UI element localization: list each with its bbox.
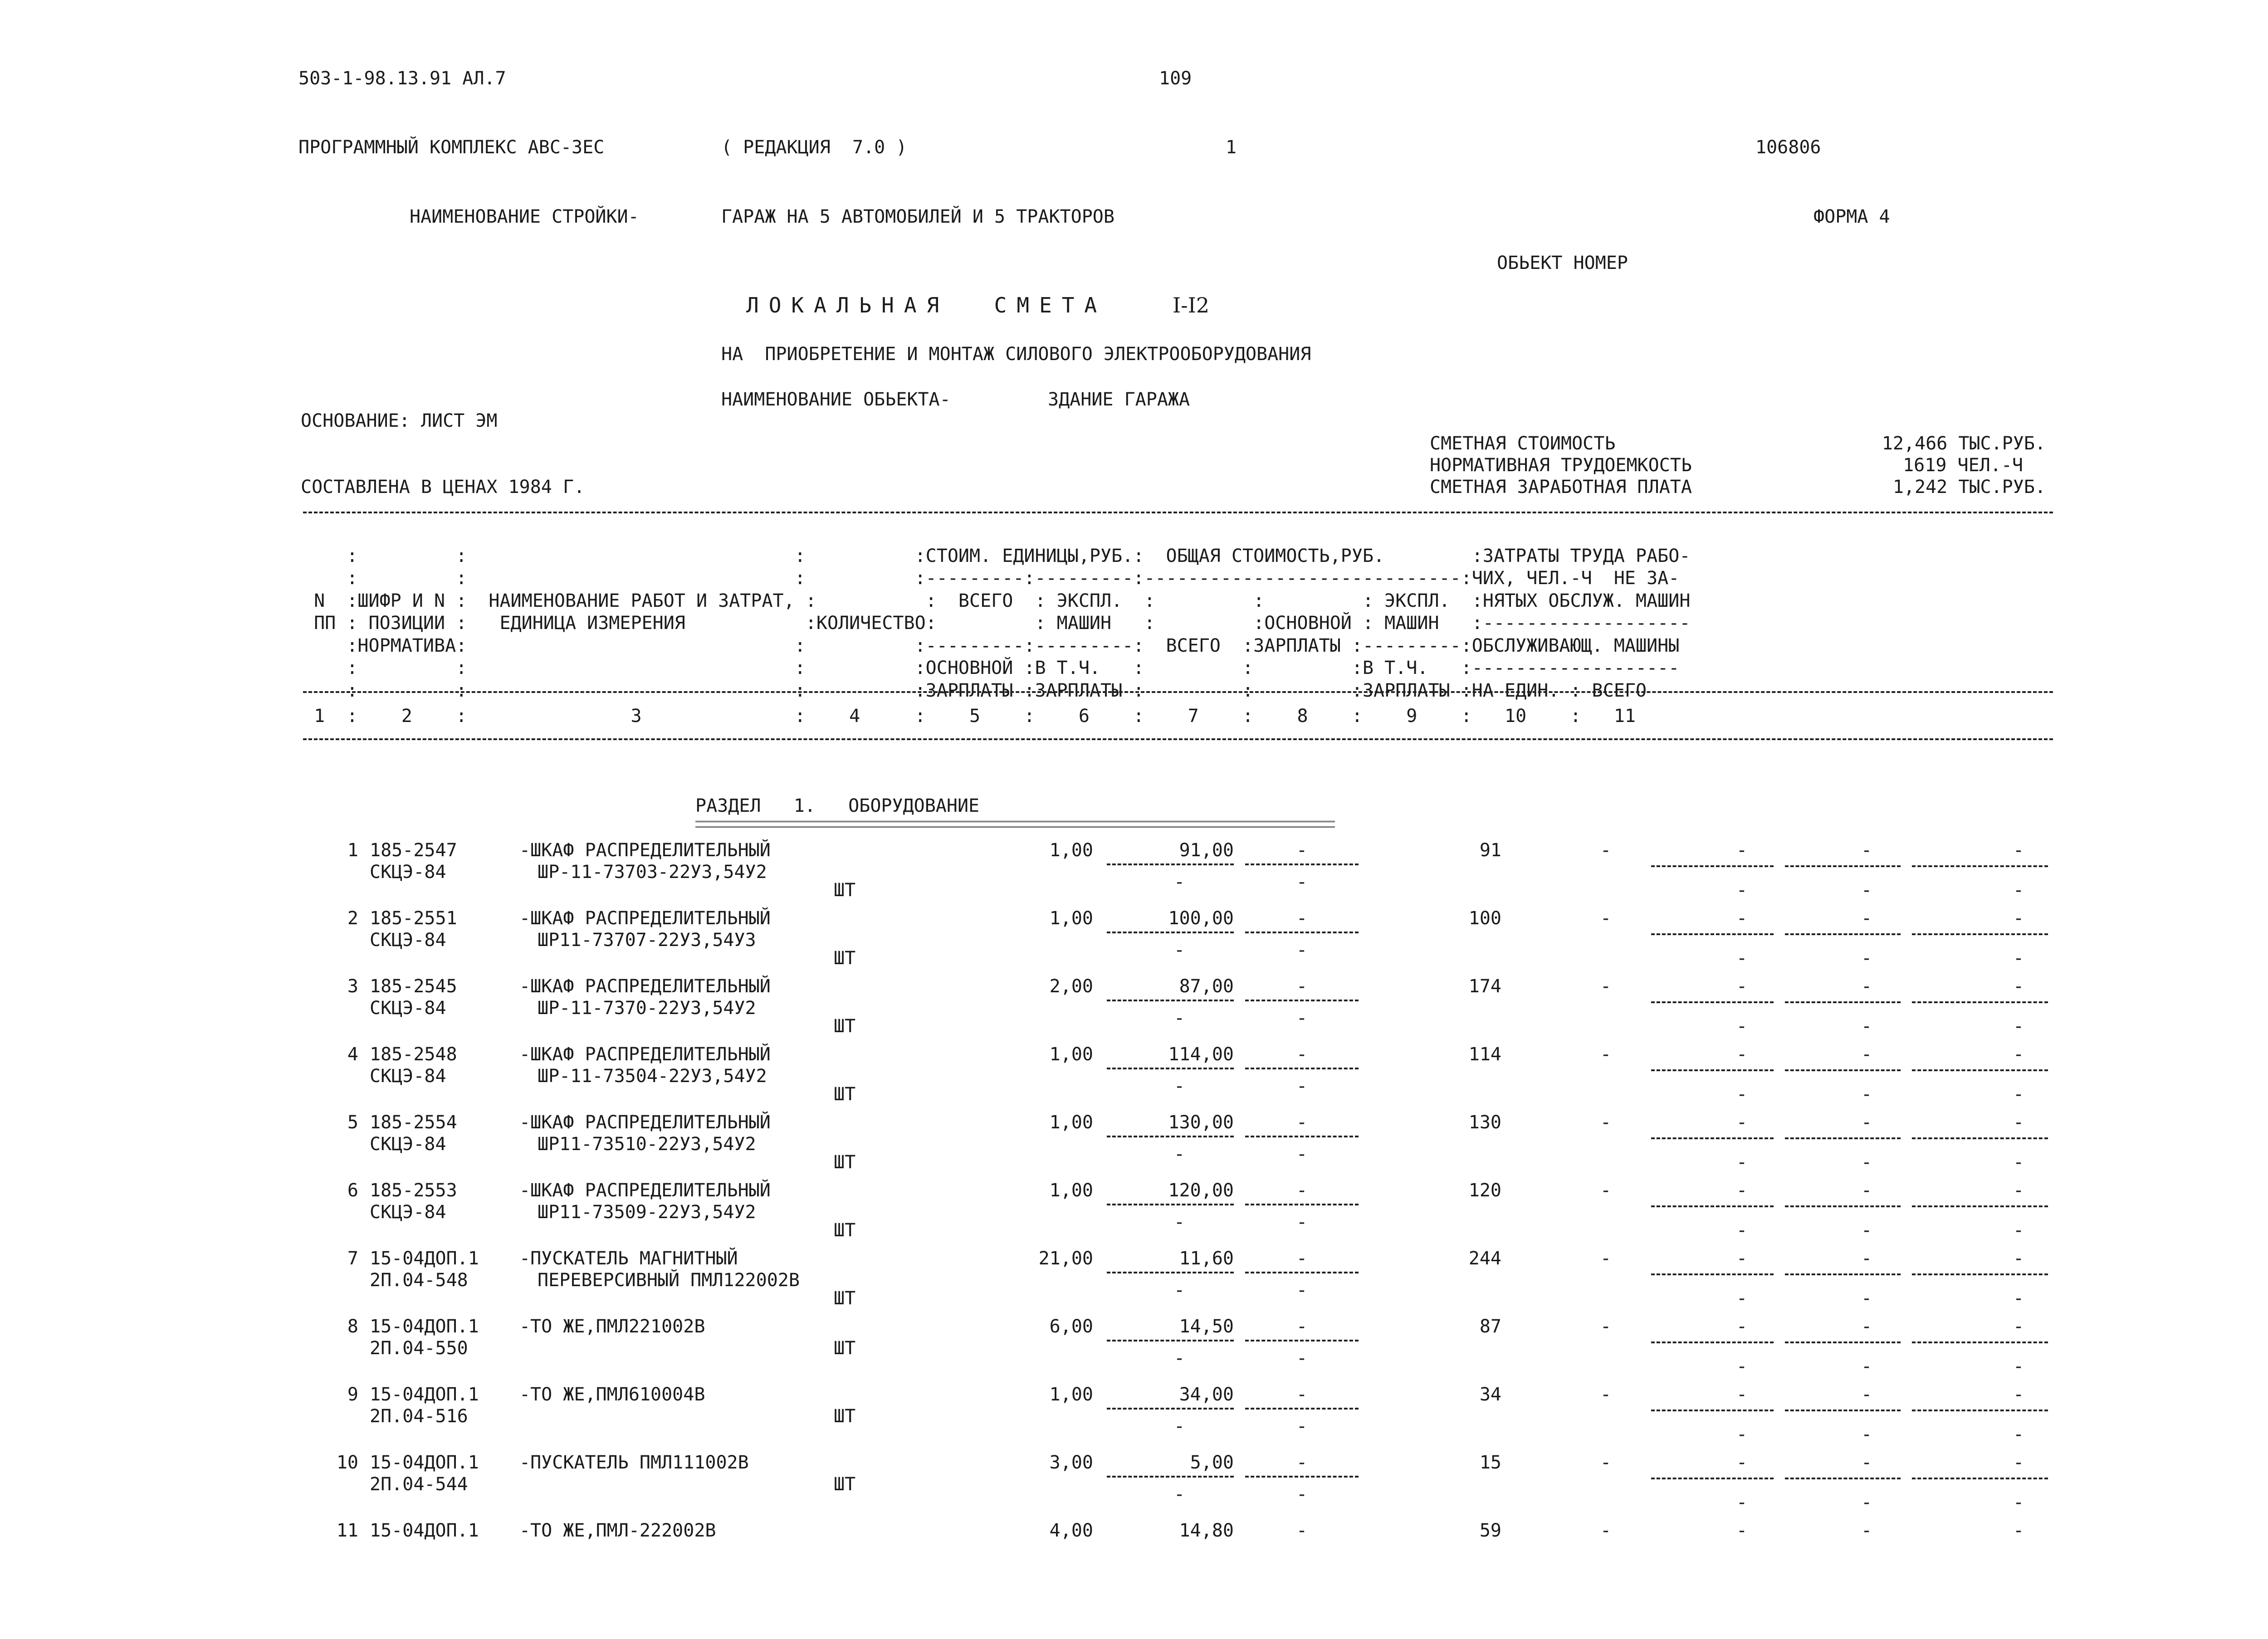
item-name: -ТО ЖЕ,ПМЛ221002В [519,1316,705,1337]
labor-per-unit: - [1861,1384,1872,1405]
service-total: - [2013,880,2024,901]
header-top-rule [303,512,2053,513]
service-per-unit: - [1861,1424,1872,1445]
machine-total: - [1736,840,1748,861]
norm-code: 15-04ДОП.1 [370,1316,479,1337]
subtotal-rule [1651,933,1774,935]
subtotal-rule [1107,1408,1234,1410]
total-cost: 174 [1468,976,1501,997]
service-per-unit: - [1861,1492,1872,1513]
quantity: 1,00 [1049,908,1093,929]
price-wages: - [1173,1348,1185,1369]
unit-price: 14,80 [1179,1520,1234,1541]
labor-total: - [2013,1044,2024,1065]
total-cost: 34 [1479,1384,1501,1405]
unit-price: 91,00 [1179,840,1234,861]
quantity: 3,00 [1049,1452,1093,1473]
unit-price: 11,60 [1179,1248,1234,1269]
unit-price: 34,00 [1179,1384,1234,1405]
item-spec: ШР11-73509-22У3,54У2 [538,1202,756,1223]
quantity: 1,00 [1049,1044,1093,1065]
unit-of-measure: ШТ [834,1220,856,1241]
machine-cost: - [1296,1316,1308,1337]
subtotal-rule [1785,933,1901,935]
norm-code: 185-2554 [370,1112,457,1133]
machine-cost: - [1296,1112,1308,1133]
row-number: 2 [347,908,358,929]
quantity: 1,00 [1049,1384,1093,1405]
section-heading: РАЗДЕЛ 1. ОБОРУДОВАНИЕ [695,795,980,816]
item-name: -ШКАФ РАСПРЕДЕЛИТЕЛЬНЫЙ [519,840,771,861]
row-number: 7 [347,1248,358,1269]
machine-wages-total: - [1736,1220,1748,1241]
header-line: : : : :---------:---------:-----------------------------:ЧИХ, ЧЕЛ.-Ч НЕ ЗА- [303,568,1680,589]
object-label: НАИМЕНОВАНИЕ ОБЬЕКТА- [721,389,951,410]
machine-wages-total: - [1736,1424,1748,1445]
row-number: 5 [347,1112,358,1133]
subtotal-rule [1785,865,1901,867]
header-line: :НОРМАТИВА: : :---------:---------: ВСЕГО :ЗАРПЛАТЫ :---------:ОБСЛУЖИВАЮЩ. МАШИНЫ [303,635,1680,656]
price-wages: - [1173,940,1185,961]
header-mid-rule [303,691,2053,693]
subtotal-rule [1245,932,1359,933]
item-name: -ТО ЖЕ,ПМЛ610004В [519,1384,705,1405]
service-per-unit: - [1861,1356,1872,1377]
item-spec: ШР11-73707-22У3,54У3 [538,930,756,951]
price-wages: - [1173,1280,1185,1301]
labor-total: - [2013,1112,2024,1133]
norm-code: 15-04ДОП.1 [370,1520,479,1541]
total-cost: 15 [1479,1452,1501,1473]
item-name: -ШКАФ РАСПРЕДЕЛИТЕЛЬНЫЙ [519,908,771,929]
subtotal-rule [1245,1272,1359,1273]
subtotal-rule [1245,1476,1359,1478]
header-line: : : : :ОСНОВНОЙ :В Т.Ч. : : :В Т.Ч. :------------------- [303,658,1680,678]
section-underline [695,826,1335,828]
summary-value-wages: 1,242 ТЫС.РУБ. [1892,477,2046,498]
subtotal-rule [1651,1137,1774,1139]
norm-reference: СКЦЭ-84 [370,1202,446,1223]
machine-wages-total: - [1736,1288,1748,1309]
norm-code: 185-2548 [370,1044,457,1065]
price-wages: - [1173,1076,1185,1097]
unit-of-measure: ШТ [834,880,856,901]
norm-reference: СКЦЭ-84 [370,998,446,1019]
service-per-unit: - [1861,1084,1872,1105]
row-number: 8 [347,1316,358,1337]
norm-reference: 2П.04-548 [370,1270,468,1291]
unit-price: 5,00 [1190,1452,1234,1473]
item-spec: ШР11-73510-22У3,54У2 [538,1134,756,1155]
machine-total: - [1736,1384,1748,1405]
total-cost: 100 [1468,908,1501,929]
subtotal-rule [1651,865,1774,867]
labor-total: - [2013,840,2024,861]
service-total: - [2013,1084,2024,1105]
unit-price: 120,00 [1168,1180,1234,1201]
machine-cost: - [1296,1384,1308,1405]
subtotal-rule [1912,1410,2048,1411]
item-name: -ТО ЖЕ,ПМЛ-222002В [519,1520,716,1541]
page-number: 109 [1159,68,1192,89]
norm-reference: 2П.04-544 [370,1474,468,1495]
program-name: ПРОГРАММНЫЙ КОМПЛЕКС АВС-3ЕС [298,137,605,158]
summary-value-cost: 12,466 ТЫС.РУБ. [1882,433,2046,454]
labor-per-unit: - [1861,1112,1872,1133]
base-wages: - [1600,976,1612,997]
labor-per-unit: - [1861,1520,1872,1541]
machine-total: - [1736,1520,1748,1541]
price-wages: - [1173,1212,1185,1233]
norm-code: 185-2547 [370,840,457,861]
subtotal-rule [1245,1136,1359,1137]
summary-label-wages: СМЕТНАЯ ЗАРАБОТНАЯ ПЛАТА [1430,477,1692,498]
row-number: 11 [336,1520,358,1541]
header-line: ПП : ПОЗИЦИИ : ЕДИНИЦА ИЗМЕРЕНИЯ :КОЛИЧЕСТВО: : МАШИН : :ОСНОВНОЙ : МАШИН :------------------- [303,613,1691,634]
machine-total: - [1736,1248,1748,1269]
norm-code: 15-04ДОП.1 [370,1452,479,1473]
row-number: 10 [336,1452,358,1473]
total-cost: 244 [1468,1248,1501,1269]
unit-of-measure: ШТ [834,1084,856,1105]
base-wages: - [1600,1520,1612,1541]
unit-of-measure: ШТ [834,1288,856,1309]
basis-line: ОСНОВАНИЕ: ЛИСТ ЭМ [301,410,498,431]
subtotal-rule [1107,1204,1234,1205]
subtotal-rule [1245,863,1359,865]
row-number: 4 [347,1044,358,1065]
quantity: 6,00 [1049,1316,1093,1337]
labor-total: - [2013,1180,2024,1201]
subtotal-rule [1912,1273,2048,1275]
labor-per-unit: - [1861,1044,1872,1065]
subtotal-rule [1785,1273,1901,1275]
norm-reference: СКЦЭ-84 [370,1134,446,1155]
document-title: ЛОКАЛЬНАЯ СМЕТА [746,293,1107,317]
total-cost: 91 [1479,840,1501,861]
subtotal-rule [1245,1204,1359,1205]
subtotal-rule [1651,1341,1774,1343]
price-wages: - [1173,1484,1185,1505]
machine-wages: - [1296,1416,1308,1437]
item-name: -ШКАФ РАСПРЕДЕЛИТЕЛЬНЫЙ [519,976,771,997]
subtotal-rule [1245,1408,1359,1410]
labor-per-unit: - [1861,1452,1872,1473]
machine-total: - [1736,1180,1748,1201]
service-total: - [2013,1152,2024,1173]
table-header [303,522,1690,702]
subtotal-rule [1651,1478,1774,1479]
document-code: 106806 [1755,137,1821,158]
service-per-unit: - [1861,948,1872,969]
subtotal-rule [1785,1341,1901,1343]
subtotal-rule [1785,1137,1901,1139]
quantity: 2,00 [1049,976,1093,997]
machine-wages-total: - [1736,1152,1748,1173]
subtotal-rule [1651,1001,1774,1003]
header-line: N :ШИФР И N : НАИМЕНОВАНИЕ РАБОТ И ЗАТРАТ, : : ВСЕГО : ЭКСПЛ. : : : ЭКСПЛ. :НЯТЫХ ОБСЛУЖ. МАШИН [303,590,1691,611]
total-cost: 120 [1468,1180,1501,1201]
subtotal-rule [1245,1068,1359,1069]
machine-cost: - [1296,1248,1308,1269]
site-name: ГАРАЖ НА 5 АВТОМОБИЛЕЙ И 5 ТРАКТОРОВ [721,206,1114,227]
total-cost: 59 [1479,1520,1501,1541]
subtotal-rule [1107,1272,1234,1273]
machine-wages: - [1296,1076,1308,1097]
labor-total: - [2013,1384,2024,1405]
unit-price: 100,00 [1168,908,1234,929]
item-spec: ШР-11-73703-22У3,54У2 [538,862,767,883]
total-cost: 114 [1468,1044,1501,1065]
subtotal-rule [1651,1410,1774,1411]
machine-wages: - [1296,1348,1308,1369]
machine-wages: - [1296,1212,1308,1233]
machine-cost: - [1296,1520,1308,1541]
estimate-subject: НА ПРИОБРЕТЕНИЕ И МОНТАЖ СИЛОВОГО ЭЛЕКТРООБОРУДОВАНИЯ [721,344,1311,365]
subtotal-rule [1651,1205,1774,1207]
subtotal-rule [1651,1273,1774,1275]
subtotal-rule [1912,865,2048,867]
unit-price: 114,00 [1168,1044,1234,1065]
subtotal-rule [1912,1137,2048,1139]
base-wages: - [1600,1112,1612,1133]
machine-cost: - [1296,1452,1308,1473]
site-label: НАИМЕНОВАНИЕ СТРОЙКИ- [410,206,639,227]
machine-total: - [1736,1044,1748,1065]
labor-per-unit: - [1861,1248,1872,1269]
column-numbers: 1 : 2 : 3 : 4 : 5 : 6 : 7 : 8 : 9 : 10 : 11 [303,706,1636,727]
norm-code: 15-04ДОП.1 [370,1248,479,1269]
subtotal-rule [1912,1341,2048,1343]
total-cost: 130 [1468,1112,1501,1133]
unit-of-measure: ШТ [834,948,856,969]
subtotal-rule [1107,1340,1234,1341]
row-number: 3 [347,976,358,997]
quantity: 1,00 [1049,840,1093,861]
machine-total: - [1736,1452,1748,1473]
subtotal-rule [1107,932,1234,933]
machine-wages-total: - [1736,1016,1748,1037]
header-line: : : : :СТОИМ. ЕДИНИЦЫ,РУБ.: ОБЩАЯ СТОИМОСТЬ,РУБ. :ЗАТРАТЫ ТРУДА РАБО- [303,545,1691,566]
service-total: - [2013,948,2024,969]
unit-of-measure: ШТ [834,1406,856,1427]
price-wages: - [1173,872,1185,893]
item-spec: ШР-11-73504-22У3,54У2 [538,1066,767,1087]
program-edition: ( РЕДАКЦИЯ 7.0 ) [721,137,907,158]
price-wages: - [1173,1416,1185,1437]
machine-cost: - [1296,976,1308,997]
labor-total: - [2013,908,2024,929]
subtotal-rule [1912,1069,2048,1071]
base-wages: - [1600,840,1612,861]
subtotal-rule [1651,1069,1774,1071]
machine-wages-total: - [1736,1084,1748,1105]
base-wages: - [1600,1452,1612,1473]
quantity: 4,00 [1049,1520,1093,1541]
subtotal-rule [1245,1340,1359,1341]
norm-code: 185-2551 [370,908,457,929]
labor-total: - [2013,976,2024,997]
section-underline [695,821,1335,822]
subtotal-rule [1107,1136,1234,1137]
machine-wages-total: - [1736,880,1748,901]
machine-wages: - [1296,1484,1308,1505]
service-total: - [2013,1288,2024,1309]
subtotal-rule [1785,1478,1901,1479]
subtotal-rule [1912,1205,2048,1207]
machine-wages: - [1296,940,1308,961]
unit-of-measure: ШТ [834,1338,856,1359]
unit-of-measure: ШТ [834,1474,856,1495]
item-name: -ПУСКАТЕЛЬ МАГНИТНЫЙ [519,1248,738,1269]
labor-per-unit: - [1861,1180,1872,1201]
item-name: -ПУСКАТЕЛЬ ПМЛ111002В [519,1452,749,1473]
machine-wages: - [1296,1144,1308,1165]
item-name: -ШКАФ РАСПРЕДЕЛИТЕЛЬНЫЙ [519,1180,771,1201]
service-total: - [2013,1356,2024,1377]
machine-wages: - [1296,1280,1308,1301]
machine-wages-total: - [1736,1492,1748,1513]
service-total: - [2013,1016,2024,1037]
unit-price: 87,00 [1179,976,1234,997]
norm-reference: 2П.04-550 [370,1338,468,1359]
total-cost: 87 [1479,1316,1501,1337]
subtotal-rule [1785,1410,1901,1411]
service-per-unit: - [1861,1288,1872,1309]
service-per-unit: - [1861,880,1872,901]
subtotal-rule [1912,1001,2048,1003]
subtotal-rule [1107,1068,1234,1069]
norm-code: 15-04ДОП.1 [370,1384,479,1405]
labor-total: - [2013,1452,2024,1473]
service-per-unit: - [1861,1152,1872,1173]
machine-wages-total: - [1736,1356,1748,1377]
subtotal-rule [1107,863,1234,865]
subtotal-rule [1785,1001,1901,1003]
row-number: 9 [347,1384,358,1405]
labor-per-unit: - [1861,1316,1872,1337]
base-wages: - [1600,1044,1612,1065]
document-reference: 503-1-98.13.91 АЛ.7 [298,68,506,89]
summary-value-labor: 1619 ЧЕЛ.-Ч [1903,455,2023,476]
service-total: - [2013,1492,2024,1513]
service-per-unit: - [1861,1220,1872,1241]
norm-reference: СКЦЭ-84 [370,1066,446,1087]
quantity: 1,00 [1049,1112,1093,1133]
subtotal-rule [1912,933,2048,935]
item-spec: ПЕРЕВЕРСИВНЫЙ ПМЛ122002В [538,1270,800,1291]
form-label: ФОРМА 4 [1813,206,1890,227]
summary-label-cost: СМЕТНАЯ СТОИМОСТЬ [1430,433,1616,454]
norm-reference: СКЦЭ-84 [370,930,446,951]
estimate-number: I-I2 [1173,293,1210,317]
service-total: - [2013,1424,2024,1445]
subtotal-rule [1785,1205,1901,1207]
quantity: 21,00 [1038,1248,1093,1269]
header-bottom-rule [303,738,2053,740]
row-number: 1 [347,840,358,861]
subtotal-rule [1245,1000,1359,1001]
subtotal-rule [1107,1000,1234,1001]
labor-per-unit: - [1861,908,1872,929]
item-name: -ШКАФ РАСПРЕДЕЛИТЕЛЬНЫЙ [519,1044,771,1065]
machine-total: - [1736,1316,1748,1337]
sheet-number: 1 [1226,137,1237,158]
subtotal-rule [1785,1069,1901,1071]
header-line: : : : :ЗАРПЛАТЫ :ЗАРПЛАТЫ : : :ЗАРПЛАТЫ :НА ЕДИН. : ВСЕГО [303,680,1647,701]
summary-label-labor: НОРМАТИВНАЯ ТРУДОЕМКОСТЬ [1430,455,1692,476]
unit-price: 130,00 [1168,1112,1234,1133]
row-number: 6 [347,1180,358,1201]
item-name: -ШКАФ РАСПРЕДЕЛИТЕЛЬНЫЙ [519,1112,771,1133]
labor-total: - [2013,1248,2024,1269]
machine-wages: - [1296,872,1308,893]
labor-per-unit: - [1861,976,1872,997]
machine-cost: - [1296,1180,1308,1201]
norm-reference: 2П.04-516 [370,1406,468,1427]
machine-wages-total: - [1736,948,1748,969]
item-spec: ШР-11-7370-22У3,54У2 [538,998,756,1019]
labor-per-unit: - [1861,840,1872,861]
service-total: - [2013,1220,2024,1241]
subtotal-rule [1107,1476,1234,1478]
labor-total: - [2013,1316,2024,1337]
object-name: ЗДАНИЕ ГАРАЖА [1048,389,1190,410]
subtotal-rule [1912,1478,2048,1479]
machine-cost: - [1296,840,1308,861]
unit-price: 14,50 [1179,1316,1234,1337]
unit-of-measure: ШТ [834,1152,856,1173]
prices-line: СОСТАВЛЕНА В ЦЕНАХ 1984 Г. [301,477,585,498]
service-per-unit: - [1861,1016,1872,1037]
price-wages: - [1173,1144,1185,1165]
norm-reference: СКЦЭ-84 [370,862,446,883]
base-wages: - [1600,1316,1612,1337]
base-wages: - [1600,1180,1612,1201]
unit-of-measure: ШТ [834,1016,856,1037]
quantity: 1,00 [1049,1180,1093,1201]
labor-total: - [2013,1520,2024,1541]
machine-cost: - [1296,908,1308,929]
norm-code: 185-2545 [370,976,457,997]
machine-total: - [1736,1112,1748,1133]
base-wages: - [1600,1248,1612,1269]
base-wages: - [1600,908,1612,929]
machine-total: - [1736,908,1748,929]
machine-total: - [1736,976,1748,997]
price-wages: - [1173,1008,1185,1029]
machine-wages: - [1296,1008,1308,1029]
object-number-label: ОБЬЕКТ НОМЕР [1497,253,1628,273]
machine-cost: - [1296,1044,1308,1065]
base-wages: - [1600,1384,1612,1405]
norm-code: 185-2553 [370,1180,457,1201]
